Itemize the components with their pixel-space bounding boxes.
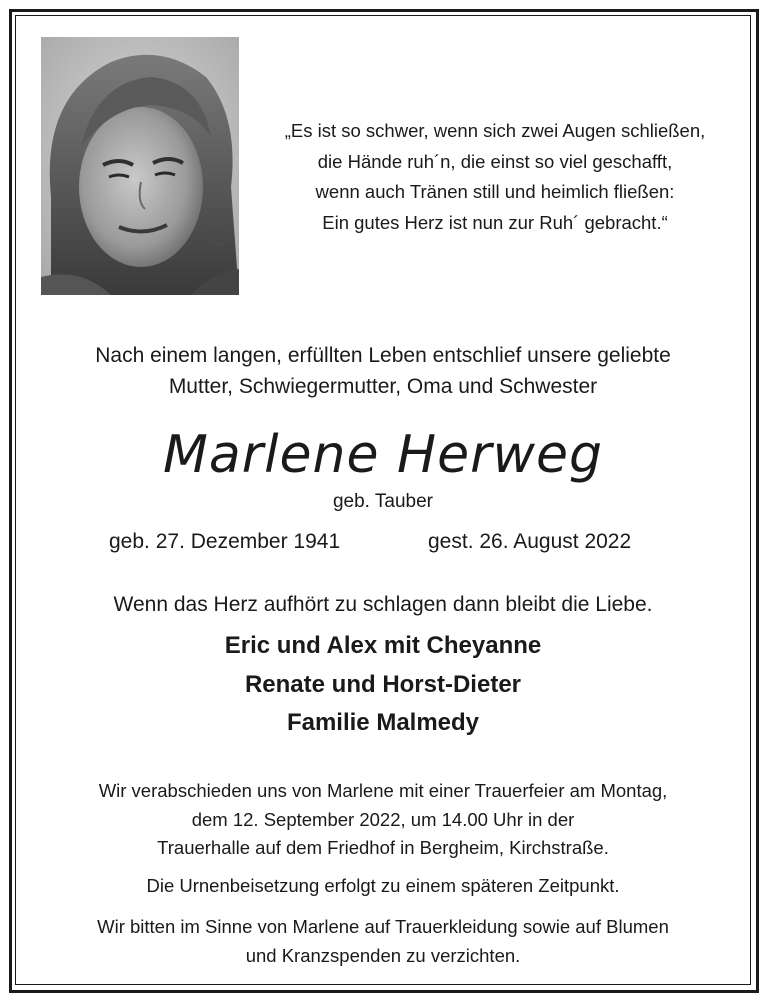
portrait-image [41, 37, 239, 295]
poem [255, 116, 735, 238]
intro-line: Mutter, Schwiegermutter, Oma und Schwester [168, 375, 598, 398]
request-notice [30, 913, 736, 970]
service-notice [30, 777, 736, 863]
birth-date: geb. 27. Dezember 1941 [109, 530, 341, 553]
intro-text [30, 340, 736, 402]
death-date: gest. 26. August 2022 [428, 530, 632, 553]
burial-notice: Die Urnenbeisetzung erfolgt zu einem späteren Zeitpunkt. [146, 875, 620, 896]
mourner-name: Familie Malmedy [286, 709, 480, 736]
service-line: dem 12. September 2022, um 14.00 Uhr in der [191, 808, 575, 830]
poem-line: „Es ist so schwer, wenn sich zwei Augen schließen, [284, 120, 706, 141]
mourners-list [30, 627, 736, 743]
motto: Wenn das Herz aufhört zu schlagen dann bleibt die Liebe. [113, 593, 653, 616]
poem-line: Ein gutes Herz ist nun zur Ruh´ gebracht.“ [322, 211, 668, 233]
mourner-name: Renate und Horst-Dieter [244, 670, 522, 698]
mourner-name: Eric und Alex mit Cheyanne [224, 632, 542, 659]
portrait-photo [41, 37, 239, 295]
service-line: Wir verabschieden uns von Marlene mit einer Trauerfeier am Montag, [98, 780, 668, 801]
poem-line: wenn auch Tränen still und heimlich fließen: [315, 181, 675, 202]
request-line: Wir bitten im Sinne von Marlene auf Trauerkleidung sowie auf Blumen [97, 916, 669, 937]
intro-line: Nach einem langen, erfüllten Leben entschlief unsere geliebte [95, 344, 671, 367]
maiden-name: geb. Tauber [332, 491, 433, 512]
deceased-name: Marlene Herweg [162, 425, 604, 485]
request-line: und Kranzspenden zu verzichten. [245, 944, 521, 966]
poem-line: die Hände ruh´n, die einst so viel geschafft, [317, 150, 673, 172]
service-line: Trauerhalle auf dem Friedhof in Bergheim, Kirchstraße. [157, 837, 609, 858]
